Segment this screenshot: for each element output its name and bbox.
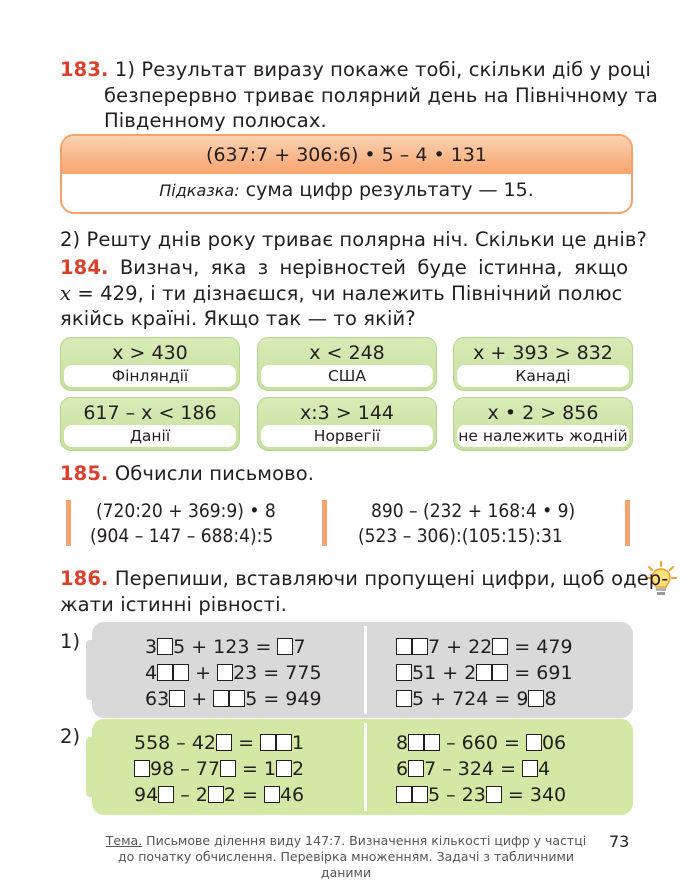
task-183-part2: 2) Решту днів року триває полярна ніч. Скільки це днів? (60, 228, 647, 251)
blank-box[interactable] (208, 786, 224, 803)
blank-box[interactable] (277, 638, 293, 655)
blank-box[interactable] (526, 734, 542, 751)
equation: 98 – 77 = 1 2 (134, 758, 304, 780)
task-183-expression: (637:7 + 306:6) • 5 – 4 • 131 (206, 144, 487, 166)
footer-topic-line2: до початку обчислення. Перевірка множенням. Задачі з табличними даними (117, 849, 575, 880)
inequality: x:3 > 144 (300, 402, 394, 424)
blank-box[interactable] (492, 664, 508, 681)
inequality: 617 – x < 186 (83, 402, 217, 424)
blank-box[interactable] (276, 760, 292, 777)
blank-box[interactable] (157, 664, 173, 681)
task-184-line3: якійсь країні. Якщо так — то якій? (60, 307, 416, 330)
blank-box[interactable] (264, 786, 280, 803)
country: США (261, 365, 433, 387)
equation: 8 – 660 = 06 (396, 732, 567, 754)
blank-box[interactable] (213, 690, 229, 707)
expression: (523 – 306):(105:15):31 (358, 525, 563, 547)
footer-topic: Тема. Письмове ділення виду 147:7. Визначення кількості цифр у частці (105, 833, 587, 848)
blank-box[interactable] (486, 786, 502, 803)
task-183-line2: безперервно триває полярний день на Північному та (104, 84, 658, 107)
blank-box[interactable] (396, 690, 412, 707)
equation: 7 + 22 = 479 (396, 636, 573, 658)
orange-bar (322, 500, 327, 546)
blank-box[interactable] (396, 664, 412, 681)
blank-box[interactable] (216, 734, 232, 751)
blank-box[interactable] (220, 760, 236, 777)
blank-box[interactable] (412, 638, 428, 655)
task-184-number: 184. (60, 256, 109, 279)
equation: 3 5 + 123 = 7 (145, 636, 306, 658)
blank-box[interactable] (492, 638, 508, 655)
task-183-expression-box (60, 134, 633, 214)
country: Фінляндії (64, 365, 236, 387)
orange-bar (625, 500, 630, 546)
equation: 6 7 – 324 = 4 (396, 758, 551, 780)
task-183-hint (62, 179, 631, 201)
inequality-card (453, 397, 633, 451)
country: Канаді (457, 365, 629, 387)
blank-box[interactable] (424, 734, 440, 751)
equation: 63 + 5 = 949 (145, 688, 322, 710)
task-186-number: 186. (60, 567, 109, 590)
expression: (904 – 147 – 688:4):5 (90, 525, 274, 547)
inequality-card (257, 337, 437, 391)
task-185-number: 185. (60, 462, 109, 485)
task-183-line3: Південному полюсах. (104, 109, 327, 132)
expression: (720:20 + 369:9) • 8 (96, 500, 276, 522)
equation: 558 – 42 = 1 (134, 732, 305, 754)
country: Данії (64, 425, 236, 447)
panel-divider (364, 626, 367, 714)
blank-box[interactable] (408, 734, 424, 751)
task-186-line1: 186. Перепиши, вставляючи пропущені цифри, щоб одер- (60, 567, 669, 590)
inequality: x + 393 > 832 (473, 342, 613, 364)
inequality-card (257, 397, 437, 451)
orange-bar (66, 500, 71, 546)
blank-box[interactable] (396, 638, 412, 655)
hint-label: Підказка: (159, 181, 240, 200)
blank-box[interactable] (408, 760, 424, 777)
panel-divider (364, 723, 367, 811)
inequality: x • 2 > 856 (487, 402, 599, 424)
task-184-line1: 184. Визнач, яка з нерівностей буде істинна, якщо (60, 256, 629, 279)
topic-label: Тема. (105, 833, 143, 848)
task-186-line2: жати істинні рівності. (60, 593, 287, 616)
blank-box[interactable] (528, 690, 544, 707)
blank-box[interactable] (169, 690, 185, 707)
blank-box[interactable] (134, 760, 150, 777)
blank-box[interactable] (229, 690, 245, 707)
inequality-card (60, 397, 240, 451)
equation: 4 + 23 = 775 (145, 662, 322, 684)
inequality-card (453, 337, 633, 391)
variable-x: x (60, 282, 72, 305)
equation: 5 – 23 = 340 (396, 784, 566, 806)
page-number: 73 (609, 832, 630, 851)
blank-box[interactable] (476, 664, 492, 681)
inequality-card (60, 337, 240, 391)
equation: 5 + 724 = 9 8 (396, 688, 557, 710)
country: Норвегії (261, 425, 433, 447)
task-183-line1: 183. 1) Результат виразу покаже тобі, скільки діб у році (60, 58, 651, 81)
inequality: x > 430 (112, 342, 188, 364)
blank-box[interactable] (276, 734, 292, 751)
equation: 94 – 2 2 = 46 (134, 784, 305, 806)
expression: 890 – (232 + 168:4 • 9) (371, 500, 576, 522)
equation: 51 + 2 = 691 (396, 662, 573, 684)
part-label: 2) (60, 725, 81, 748)
inequality: x < 248 (309, 342, 385, 364)
blank-box[interactable] (522, 760, 538, 777)
blank-box[interactable] (217, 664, 233, 681)
hint-text: сума цифр результату — 15. (245, 179, 534, 201)
task-183-number: 183. (60, 58, 109, 81)
blank-box[interactable] (173, 664, 189, 681)
country: не належить жодній (458, 427, 628, 445)
blank-box[interactable] (412, 786, 428, 803)
part-label: 1) (60, 630, 81, 653)
blank-box[interactable] (158, 786, 174, 803)
task-184-line2: x = 429, і ти дізнаєшся, чи належить Північний полюс (60, 282, 623, 305)
blank-box[interactable] (396, 786, 412, 803)
blank-box[interactable] (157, 638, 173, 655)
task-185-heading: 185. Обчисли письмово. (60, 462, 315, 485)
blank-box[interactable] (260, 734, 276, 751)
